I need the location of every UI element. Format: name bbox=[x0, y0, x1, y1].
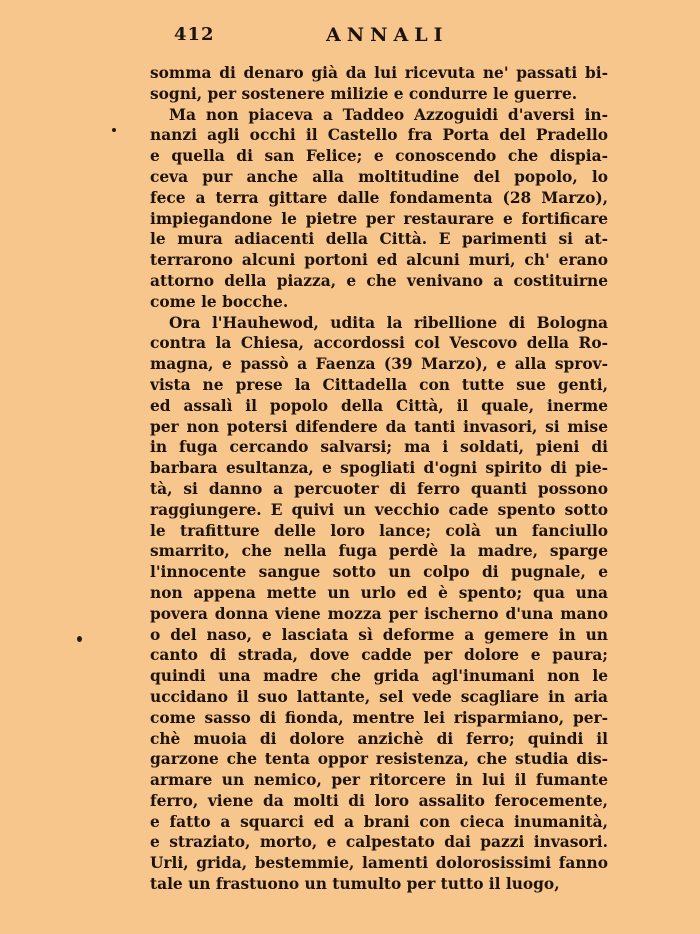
text-line: le mura adiacenti della Città. E parimenti si at- bbox=[150, 230, 608, 249]
running-title: ANNALI bbox=[326, 24, 449, 46]
page-header bbox=[0, 24, 700, 52]
text-line: e quella di san Felice; e conoscendo che dispia- bbox=[150, 147, 608, 166]
text-line: vista ne prese la Cittadella con tutte sue genti, bbox=[150, 375, 608, 394]
text-line: ed assalì il popolo della Città, il quale, inerme bbox=[150, 396, 608, 415]
text-line: garzone che tenta oppor resistenza, che studia dis- bbox=[150, 750, 608, 769]
text-line: uccidano il suo lattante, sel vede scagliare in aria bbox=[150, 687, 608, 706]
text-line: somma di denaro già da lui ricevuta ne' passati bi- bbox=[150, 64, 608, 82]
page-number: 412 bbox=[174, 24, 215, 45]
text-line: non appena mette un urlo ed è spento; qua una bbox=[150, 583, 608, 602]
text-line: canto di strada, dove cadde per dolore e paura; bbox=[150, 646, 608, 665]
text-line: per non potersi difendere da tanti invasori, si mise bbox=[150, 417, 608, 436]
text-line: magna, e passò a Faenza (39 Marzo), e alla sprov- bbox=[150, 355, 608, 374]
text-line: ceva pur anche alla moltitudine del popolo, lo bbox=[150, 167, 608, 186]
text-line: impiegandone le pietre per restaurare e fortificare bbox=[150, 209, 608, 228]
text-line: quindi una madre che grida agl'inumani non le bbox=[150, 667, 608, 686]
text-line: povera donna viene mozza per ischerno d'una mano bbox=[150, 604, 608, 623]
text-line: terrarono alcuni portoni ed alcuni muri, ch' erano bbox=[150, 251, 608, 270]
text-line: le trafitture delle loro lance; colà un fanciullo bbox=[150, 521, 608, 540]
text-line: l'innocente sangue sotto un colpo di pugnale, e bbox=[150, 563, 608, 582]
text-line: raggiungere. E quivi un vecchio cade spento sotto bbox=[150, 500, 608, 519]
text-line: armare un nemico, per ritorcere in lui il fumante bbox=[150, 771, 608, 790]
text-line: Ma non piaceva a Taddeo Azzoguidi d'aversi in- bbox=[169, 105, 608, 124]
text-line: Ora l'Hauhewod, udita la ribellione di Bologna bbox=[169, 313, 608, 332]
text-line: e fatto a squarci ed a brani con cieca inumanità, bbox=[150, 812, 608, 831]
text-line: attorno della piazza, e che venivano a costituirne bbox=[150, 271, 608, 290]
text-line: barbara esultanza, e spogliati d'ogni spirito di pie- bbox=[150, 459, 608, 478]
text-line: o del naso, e lasciata sì deforme a gemere in un bbox=[150, 625, 608, 644]
text-line: sogni, per sostenere milizie e condurre le guerre. bbox=[150, 84, 578, 103]
text-line: chè muoia di dolore anzichè di ferro; quindi il bbox=[150, 729, 608, 748]
text-line: tà, si danno a percuoter di ferro quanti possono bbox=[150, 479, 608, 498]
text-line: in fuga cercando salvarsi; ma i soldati, pieni di bbox=[150, 438, 608, 457]
text-line: contra la Chiesa, accordossi col Vescovo della Ro- bbox=[150, 334, 608, 353]
text-line: come sasso di fionda, mentre lei risparmiano, per- bbox=[150, 708, 608, 727]
text-line: Urli, grida, bestemmie, lamenti dolorosissimi fanno bbox=[150, 854, 608, 873]
text-line: nanzi agli occhi il Castello fra Porta del Pradello bbox=[150, 126, 608, 145]
text-line: tale un frastuono un tumulto per tutto il luogo, bbox=[150, 875, 560, 894]
text-line: smarrito, che nella fuga perdè la madre, sparge bbox=[150, 542, 608, 561]
text-line: fece a terra gittare dalle fondamenta (28 Marzo), bbox=[150, 188, 608, 207]
ink-speck bbox=[77, 636, 82, 642]
text-line: e straziato, morto, e calpestato dai pazzi invasori. bbox=[150, 833, 608, 852]
body-text bbox=[150, 63, 608, 895]
ink-speck bbox=[112, 128, 116, 132]
text-line: come le bocche. bbox=[150, 292, 289, 311]
text-line: ferro, viene da molti di loro assalito ferocemente, bbox=[150, 791, 608, 810]
